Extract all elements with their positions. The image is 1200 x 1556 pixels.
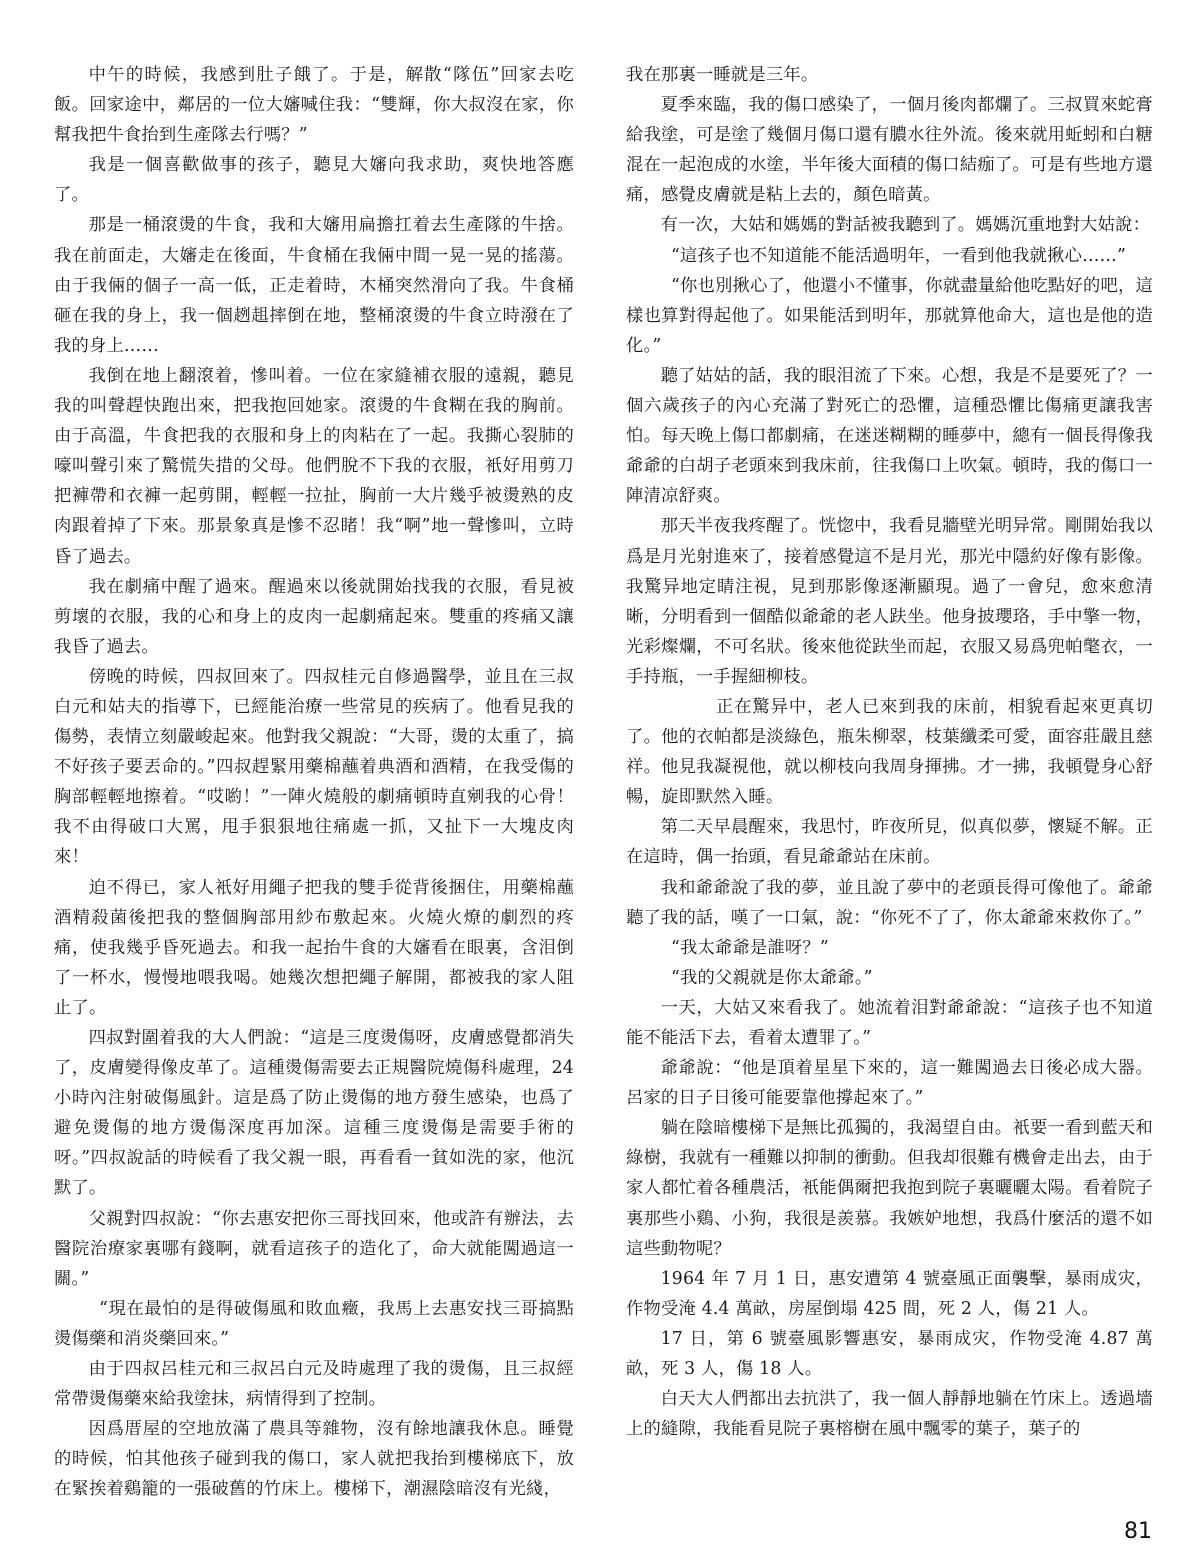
paragraph: 我和爺爺說了我的夢，並且說了夢中的老頭長得可像他了。爺爺聽了我的話，嘆了一口氣，說：“你死不了了，你太爺爺來救你了。” bbox=[626, 877, 1153, 928]
paragraph: 1964 年 7 月 1 日，惠安遭第 4 號臺風正面襲擊，暴雨成灾，作物受淹 4.4 萬畝，房屋倒塌 425 間，死 2 人，傷 21 人。 bbox=[626, 1268, 1153, 1319]
paragraph: 父親對四叔說：“你去惠安把你三哥找回來，他或許有辦法，去醫院治療家裏哪有錢啊，就看這孩子的造化了，命大就能闖過這一關。” bbox=[54, 1208, 574, 1289]
paragraph: 正在驚异中，老人已來到我的床前，相貌看起來更真切了。他的衣帕都是淡綠色，瓶朱柳翠，枝葉纖柔可愛，面容莊嚴且慈祥。他見我凝視他，就以柳枝向我周身揮拂。才一拂，我頓覺身心舒暢，旋即默然入睡。 bbox=[626, 696, 1153, 808]
paragraph: 那是一桶滾燙的牛食，我和大嬸用扁擔扛着去生產隊的牛捨。我在前面走，大嬸走在後面，牛食桶在我倆中間一晃一晃的搖蕩。由于我倆的個子一高一低，正走着時，木桶突然滑向了我。牛食桶砸在我的身上，我一個趔趄摔倒在地，整桶滾燙的牛食立時潑在了我的身上…… bbox=[54, 215, 574, 356]
paragraph: 傍晚的時候，四叔回來了。四叔桂元自修過醫學，並且在三叔白元和姑夫的指導下，已經能治療一些常見的疾病了。他看見我的傷勢，表情立刻嚴峻起來。他對我父親說：“大哥，燙的太重了，搞不好孩子要丟命的。”四叔趕緊用藥棉蘸着典酒和酒精，在我受傷的胸部輕輕地擦着。“哎喲！”一陣火燒般的劇痛頓時直剜我的心骨！我不由得破口大罵，甩手狠狠地往痛處一抓，又扯下一大塊皮肉來！ bbox=[54, 666, 574, 868]
paragraph: “現在最怕的是得破傷風和敗血癥，我馬上去惠安找三哥搞點燙傷藥和消炎藥回來。” bbox=[54, 1298, 574, 1349]
paragraph: 17 日，第 6 號臺風影響惠安，暴雨成灾，作物受淹 4.87 萬畝，死 3 人，傷 18 人。 bbox=[626, 1328, 1153, 1380]
paragraph: 因爲厝屋的空地放滿了農具等雜物，沒有餘地讓我休息。睡覺的時候，怕其他孩子碰到我的傷口，家人就把我抬到樓梯底下，放在緊挨着鷄籠的一張破舊的竹床上。樓梯下，潮濕陰暗沒有光綫， bbox=[54, 1419, 574, 1500]
paragraph: 由于四叔呂桂元和三叔呂白元及時處理了我的燙傷，且三叔經常帶燙傷藥來給我塗抹，病情得到了控制。 bbox=[54, 1359, 574, 1410]
paragraph: 四叔對圍着我的大人們說：“這是三度燙傷呀，皮膚感覺都消失了，皮膚變得像皮革了。這種燙傷需要去正規醫院燒傷科處理，24 小時內注射破傷風針。這是爲了防止燙傷的地方發生感染，也爲了避免燙傷的地方燙傷深度再加深。這種三度燙傷是需要手術的呀。”四叔說話的時候看了我父親一眼，再看看一貧如洗的家，他沉默了。 bbox=[54, 1028, 574, 1199]
paragraph: “我太爺爺是誰呀？” bbox=[670, 937, 829, 958]
paragraph: 我是一個喜歡做事的孩子，聽見大嬸向我求助，爽快地答應了。 bbox=[54, 155, 574, 206]
paragraph: 有一次，大姑和媽媽的對話被我聽到了。媽媽沉重地對大姑說： bbox=[660, 215, 1151, 236]
paragraph: 爺爺說：“他是頂着星星下來的，這一難闖過去日後必成大器。呂家的日子日後可能要靠他撐起來了。” bbox=[626, 1058, 1153, 1109]
paragraph: 聽了姑姑的話，我的眼泪流了下來。心想，我是不是要死了？一個六歲孩子的內心充滿了對死亡的恐懼，這種恐懼比傷痛更讓我害怕。每天晚上傷口都劇痛，在迷迷糊糊的睡夢中，總有一個長得像我爺爺的白胡子老頭來到我床前，往我傷口上吹氣。頓時，我的傷口一陣清凉舒爽。 bbox=[626, 365, 1153, 507]
paragraph: 我在劇痛中醒了過來。醒過來以後就開始找我的衣服，看見被剪壞的衣服，我的心和身上的皮肉一起劇痛起來。雙重的疼痛又讓我昏了過去。 bbox=[54, 576, 574, 657]
paragraph: 夏季來臨，我的傷口感染了，一個月後肉都爛了。三叔買來蛇膏給我塗，可是塗了幾個月傷口還有膿水往外流。後來就用蚯蚓和白糖混在一起泡成的水塗，半年後大面積的傷口結痂了。可是有些地方還痛，感覺皮膚就是粘上去的，顏色暗黃。 bbox=[626, 95, 1153, 206]
paragraph: 躺在陰暗樓梯下是無比孤獨的，我渴望自由。衹要一看到藍天和綠樹，我就有一種難以抑制的衝動。但我却很難有機會走出去，由于家人都忙着各種農活，衹能偶爾把我抱到院子裏曬曬太陽。看着院子裏那些小鷄、小狗，我很是羨慕。我嫉妒地想，我爲什麼活的還不如這些動物呢？ bbox=[626, 1118, 1153, 1259]
paragraph: 白天大人們都出去抗洪了，我一個人靜靜地躺在竹床上。透過墻上的縫隙，我能看見院子裏榕樹在風中飄零的葉子，葉子的 bbox=[626, 1389, 1153, 1440]
paragraph: 我在那裏一睡就是三年。 bbox=[626, 65, 819, 85]
paragraph: “這孩子也不知道能不能活過明年，一看到他我就揪心……” bbox=[670, 245, 1127, 266]
paragraph: 中午的時候，我感到肚子餓了。于是，解散“隊伍”回家去吃飯。回家途中，鄰居的一位大嬸喊住我：“雙輝，你大叔沒在家，你幫我把牛食抬到生產隊去行嗎？” bbox=[54, 65, 574, 146]
paragraph: 我倒在地上翻滾着，慘叫着。一位在家縫補衣服的遠親，聽見我的叫聲趕快跑出來，把我抱回她家。滾燙的牛食糊在我的胸前。由于高溫，牛食把我的衣服和身上的肉粘在了一起。我撕心裂肺的嚎叫聲引來了驚慌失措的父母。他們脫不下我的衣服，衹好用剪刀把褲帶和衣褲一起剪開，輕輕一拉扯，胸前一大片幾乎被燙熟的皮肉跟着掉了下來。那景象真是慘不忍睹！我“啊”地一聲慘叫，立時昏了過去。 bbox=[54, 365, 574, 567]
paragraph: 那天半夜我疼醒了。恍惚中，我看見牆壁光明异常。剛開始我以爲是月光射進來了，接着感覺這不是月光，那光中隱約好像有影像。我驚异地定睛注視，見到那影像逐漸顯現。過了一會兒，愈來愈清晰，分明看到一個酷似爺爺的老人趺坐。他身披瓔珞，手中擎一物，光彩燦爛，不可名狀。後來他從趺坐而起，衣服又易爲兜帕氅衣，一手持瓶，一手握細柳枝。 bbox=[626, 516, 1153, 687]
paragraph: “我的父親就是你太爺爺。” bbox=[670, 967, 873, 988]
paragraph: 一天，大姑又來看我了。她流着泪對爺爺說：“這孩子也不知道能不能活下去，看着太遭罪了。” bbox=[626, 997, 1153, 1048]
right-column bbox=[626, 60, 1153, 1444]
paragraph: “你也別揪心了，他還小不懂事，你就盡量給他吃點好的吧，這樣也算對得起他了。如果能活到明年，那就算他命大，這也是他的造化。” bbox=[626, 275, 1153, 356]
paragraph: 第二天早晨醒來，我思忖，昨夜所見，似真似夢，懷疑不解。正在這時，偶一抬頭，看見爺爺站在床前。 bbox=[626, 817, 1153, 868]
paragraph: 迫不得已，家人衹好用繩子把我的雙手從背後捆住，用藥棉蘸酒精殺菌後把我的整個胸部用紗布敷起來。火燒火燎的劇烈的疼痛，使我幾乎昏死過去。和我一起抬牛食的大嬸看在眼裏，含泪倒了一杯水，慢慢地喂我喝。她幾次想把繩子解開，都被我的家人阻止了。 bbox=[54, 877, 574, 1018]
left-column bbox=[54, 60, 574, 1505]
page-number: 81 bbox=[1124, 1519, 1152, 1544]
